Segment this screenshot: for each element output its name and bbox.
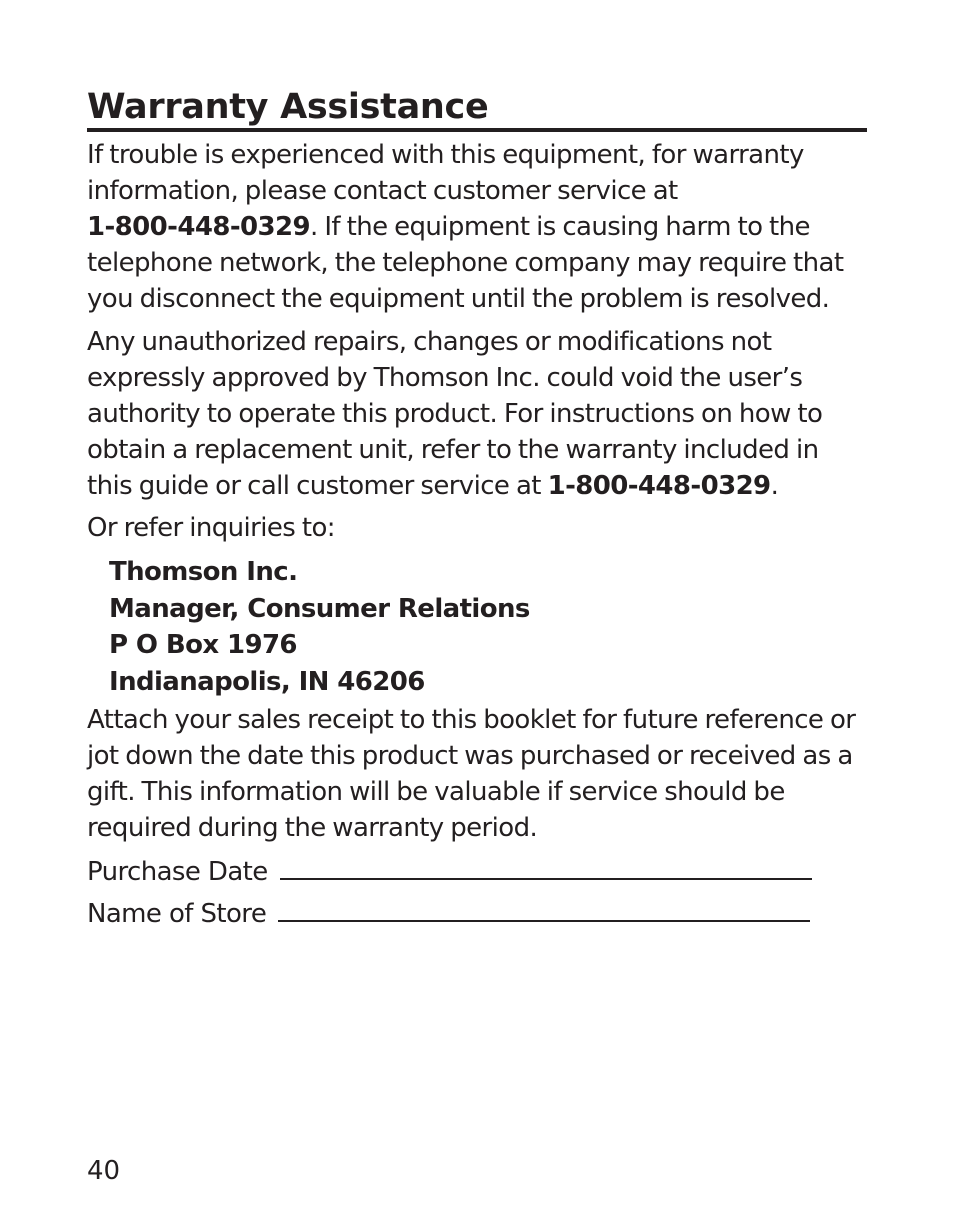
inquiries-intro: Or refer inquiries to: [87, 513, 335, 543]
sales-receipt-paragraph: Attach your sales receipt to this booklet for future reference or jot down the date this product was purchased or received as a gift. This information will be valuable if service should be required during the warranty period. [87, 705, 856, 843]
mailing-address [109, 554, 530, 700]
paragraph-text: If trouble is experienced with this equipment, for warranty information, please contact customer service at [87, 140, 804, 206]
page-number: 40 [87, 1156, 121, 1186]
store-name-row [87, 896, 810, 932]
page-title: Warranty Assistance [87, 86, 867, 132]
purchase-date-blank-line [280, 854, 812, 880]
address-line: P O Box 1976 [109, 630, 297, 660]
store-name-blank-line [278, 896, 810, 922]
unauthorized-repairs-paragraph [87, 324, 867, 504]
paragraph-text: . [770, 471, 779, 501]
address-line: Thomson Inc. [109, 557, 298, 587]
address-line: Indianapolis, IN 46206 [109, 666, 425, 697]
customer-service-phone: 1-800-448-0329 [87, 212, 310, 242]
customer-service-phone: 1-800-448-0329 [547, 471, 771, 501]
warranty-contact-paragraph [87, 137, 867, 317]
store-name-label: Name of Store [87, 899, 267, 929]
purchase-date-row [87, 854, 812, 890]
address-line: Manager, Consumer Relations [109, 593, 530, 624]
paragraph-text: . If the equipment is causing harm to the telephone network, the telephone company may require that you disconnect the equipment until the problem is resolved. [87, 212, 844, 314]
purchase-date-label: Purchase Date [87, 857, 268, 887]
paragraph-text: Any unauthorized repairs, changes or modifications not expressly approved by Thomson Inc. could void the user’s authority to operate this product. For instructions on how to obtain a replacement unit, refer to the warranty included in this guide or call customer service at [87, 327, 823, 501]
